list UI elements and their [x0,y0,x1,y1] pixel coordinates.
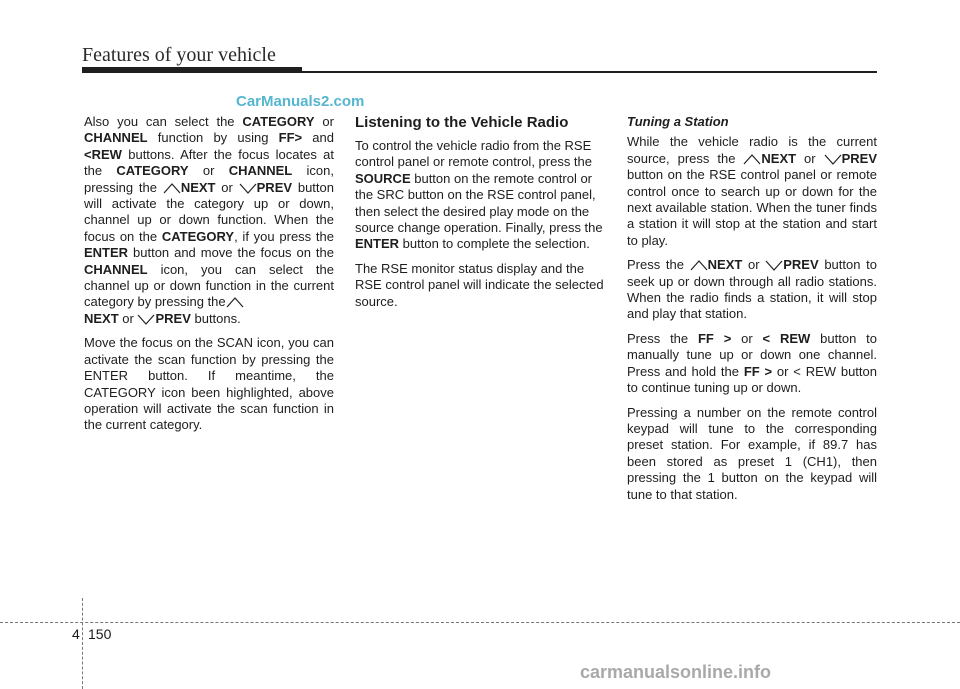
text: or < REW button to continue tuning up or down. [627,363,877,396]
keyword-next: NEXT [180,179,216,195]
footer-rule [0,622,960,623]
keyword-next: NEXT [707,257,743,273]
keyword-ff: FF > [743,363,773,379]
paragraph-status-display: The RSE monitor status display and the RSE control panel will indicate the selected source. [355,260,604,309]
keyword-channel: CHANNEL [228,163,293,179]
text: button and move the focus on the [128,245,334,261]
text: button to complete the selection. [399,236,590,252]
keyword-prev: PREV [256,179,293,195]
paragraph-source [355,138,605,253]
text: button on the RSE control panel or remote control once to search up or down for the next available station. When the tuner finds a station it will stop at the station and start to play. [627,167,877,248]
text: buttons. [190,310,241,326]
paragraph-preset: Pressing a number on the remote control keypad will tune to the corresponding preset station. For example, if 89.7 has been stored as preset 1 (CH1), then pressing the 1 button on the keypad will tune to that station. [627,404,877,502]
keyword-rew: <REW [84,146,122,162]
keyword-enter: ENTER [355,236,400,252]
text: or [796,150,824,166]
keyword-channel: CHANNEL [84,130,148,146]
keyword-category: CATEGORY [242,114,315,129]
header-rule [82,71,877,73]
chevron-up-icon [163,183,181,194]
keyword-channel: CHANNEL [84,261,148,277]
text: Press the [627,257,690,273]
text: button on the remote control or the SRC button on the RSE control panel, then select the desired play mode on the source change operation. Finally, press the [355,170,603,236]
text: or [188,163,229,179]
keyword-prev: PREV [841,150,877,166]
paragraph-category-channel [84,114,334,327]
chevron-down-icon [765,260,783,271]
section-heading: Listening to the Vehicle Radio [355,114,569,131]
chevron-up-icon [743,154,761,165]
text: or [314,114,334,129]
keyword-next: NEXT [84,310,119,326]
paragraph-scan: Move the focus on the SCAN icon, you can activate the scan function by pressing the ENTER button. If meantime, the CATEGORY icon been highlighted, above operation will activate the scan function in the current category. [84,335,334,433]
keyword-rew: < REW [762,330,811,346]
text: Press the [627,330,698,346]
text: or [742,257,766,273]
column-1 [84,114,334,442]
watermark-top: CarManuals2.com [236,93,365,110]
keyword-enter: ENTER [84,245,129,261]
section-number: 4 [72,626,80,642]
paragraph-search [627,134,877,249]
column-2 [355,114,605,318]
footer-divider [82,598,83,689]
keyword-prev: PREV [155,310,191,326]
keyword-ff: FF> [278,130,303,146]
text: or [118,310,138,326]
watermark-bottom: carmanualsonline.info [580,662,772,682]
text: buttons. After the focus locates at the [84,146,334,179]
keyword-source: SOURCE [355,170,411,186]
page-header-title: Features of your vehicle [82,44,276,66]
chevron-down-icon [824,154,842,165]
subsection-heading: Tuning a Station [627,114,729,129]
keyword-prev: PREV [783,257,819,273]
keyword-category: CATEGORY [116,163,189,179]
text: button will activate the category up or down, channel up or down function. When the focus on the [84,179,334,244]
keyword-ff: FF > [697,330,732,346]
text: Also you can select the [84,114,243,129]
paragraph-manual-tune [627,331,877,397]
text: icon, pressing the [84,163,334,195]
text: function by using [147,130,279,146]
page-number: 150 [88,626,112,642]
chevron-up-icon [690,260,708,271]
text: or [731,330,763,346]
keyword-category: CATEGORY [161,228,235,244]
text: button to seek up or down through all radio stations. When the radio finds a station, it will stop and play that station. [627,257,877,322]
paragraph-seek [627,257,877,323]
keyword-next: NEXT [761,150,797,166]
text: While the vehicle radio is the current source, press the [627,134,877,166]
chevron-up-icon [226,297,244,308]
text: and [302,130,334,146]
text: icon, you can select the channel up or down function in the current category by pressing the [84,261,334,310]
chevron-down-icon [137,314,155,325]
chevron-down-icon [239,183,257,194]
text: To control the vehicle radio from the RSE control panel or remote control, press the [355,138,593,170]
text: button to manually tune up or down one channel. Press and hold the [627,330,877,379]
text: , if you press the [234,228,334,244]
column-3 [627,114,877,511]
text: or [215,179,239,195]
